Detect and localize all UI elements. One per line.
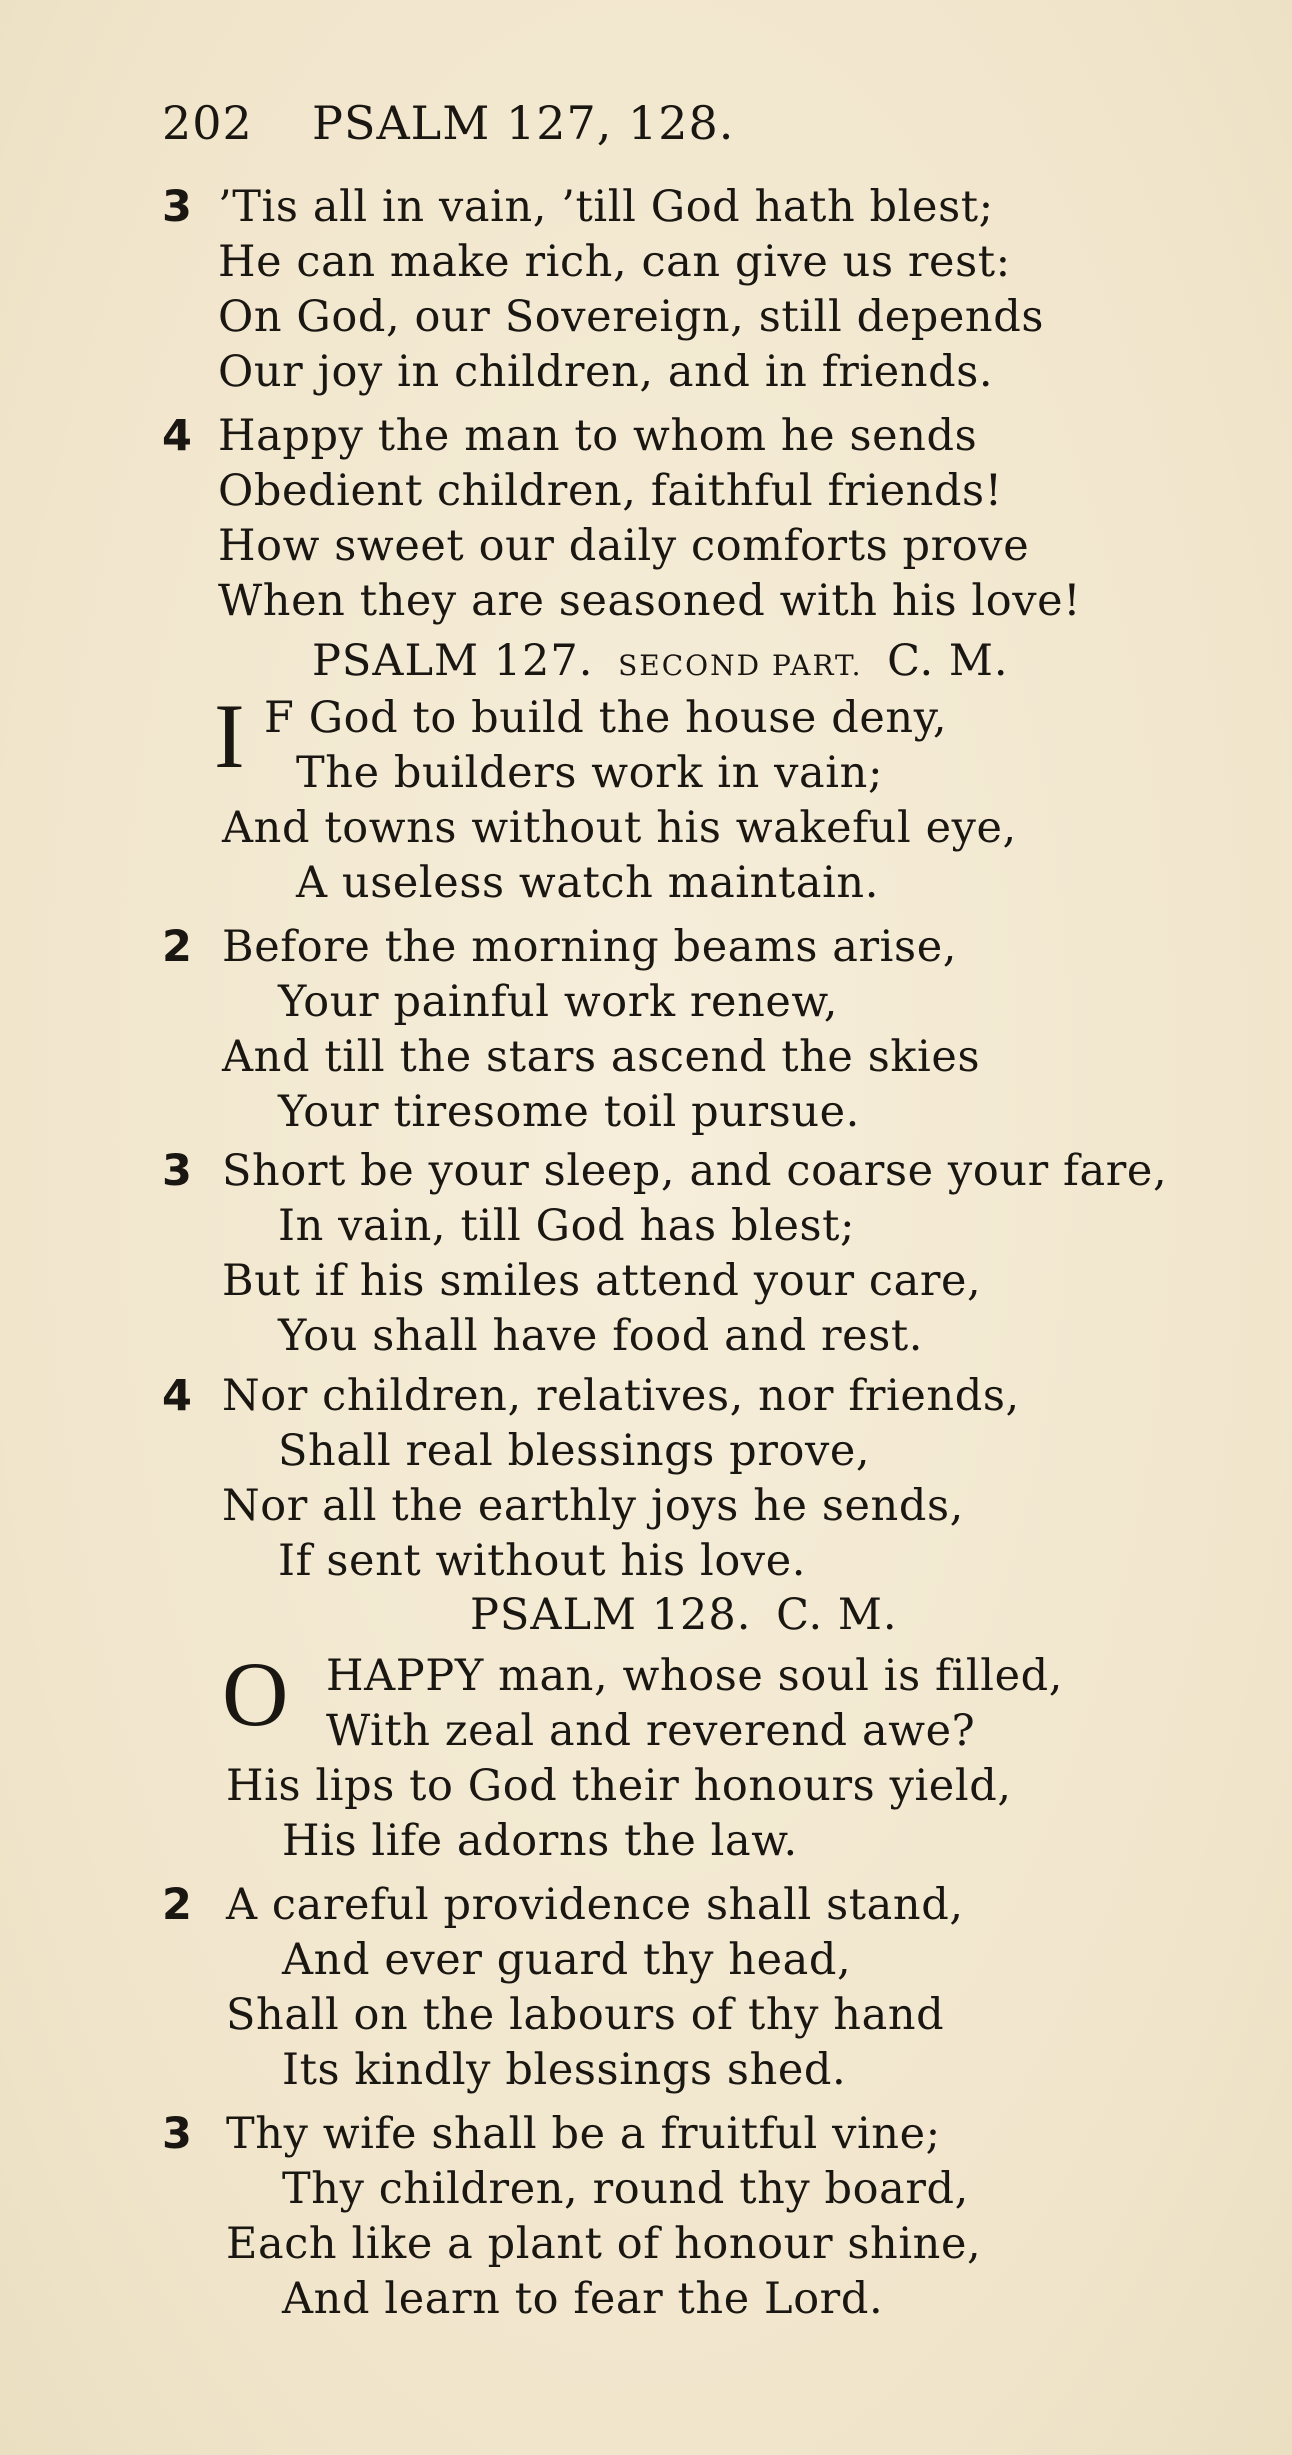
page-header (162, 96, 734, 150)
verse-line: Happy the man to whom he sends (218, 411, 978, 461)
verse-line: And towns without his wakeful eye, (222, 803, 1017, 853)
verse-line: Its kindly blessings shed. (282, 2045, 847, 2095)
running-title: PSALM 127, 128. (312, 96, 735, 150)
verse-line: And till the stars ascend the skies (222, 1032, 981, 1082)
verse-line: When they are seasoned with his love! (218, 576, 1082, 626)
verse-line: HAPPY man, whose soul is filled, (326, 1651, 1064, 1701)
stanza-number: 3 (162, 182, 192, 232)
verse-line: On God, our Sovereign, still depends (218, 292, 1045, 342)
verse-line: Your tiresome toil pursue. (278, 1087, 860, 1137)
verse-line: Our joy in children, and in friends. (218, 347, 994, 397)
verse-line: A useless watch maintain. (296, 858, 879, 908)
verse-line: Obedient children, faithful friends! (218, 466, 1003, 516)
verse-line: With zeal and reverend awe? (326, 1706, 976, 1756)
verse-line: He can make rich, can give us rest: (218, 237, 1011, 287)
verse-line: In vain, till God has blest; (278, 1201, 856, 1251)
verse-line: The builders work in vain; (296, 748, 884, 798)
verse-line: F God to build the house deny, (264, 693, 948, 743)
verse-line: Nor children, relatives, nor friends, (222, 1371, 1020, 1421)
verse-line: Short be your sleep, and coarse your fare, (222, 1146, 1168, 1196)
verse-line: But if his smiles attend your care, (222, 1256, 982, 1306)
verse-line: How sweet our daily comforts prove (218, 521, 1030, 571)
verse-line: Shall real blessings prove, (278, 1426, 871, 1476)
verse-line: ’Tis all in vain, ’till God hath blest; (218, 182, 994, 232)
verse-line: Shall on the labours of thy hand (226, 1990, 945, 2040)
verse-line: His lips to God their honours yield, (226, 1761, 1012, 1811)
verse-line: Your painful work renew, (278, 977, 838, 1027)
psalm-heading (470, 1590, 898, 1640)
psalm-part: SECOND PART. (618, 649, 863, 682)
verse-line: If sent without his love. (278, 1536, 807, 1586)
verse-line: You shall have food and rest. (278, 1311, 924, 1361)
stanza-number: 2 (162, 1880, 192, 1930)
verse-line: Nor all the earthly joys he sends, (222, 1481, 964, 1531)
verse-line: A careful providence shall stand, (226, 1880, 964, 1930)
verse-line: And ever guard thy head, (282, 1935, 852, 1985)
stanza-number: 4 (162, 1371, 192, 1421)
psalm-meter: C. M. (776, 1590, 898, 1640)
verse-line: Thy children, round thy board, (282, 2164, 969, 2214)
verse-line: Each like a plant of honour shine, (226, 2219, 982, 2269)
psalm-title: PSALM 128. (470, 1590, 752, 1640)
stanza-number: 2 (162, 922, 192, 972)
stanza-number: 4 (162, 411, 192, 461)
drop-cap: I (214, 685, 245, 787)
stanza-number: 3 (162, 2109, 192, 2159)
drop-cap: O (222, 1643, 289, 1745)
psalm-title: PSALM 127. (312, 636, 594, 686)
verse-line: Thy wife shall be a fruitful vine; (226, 2109, 941, 2159)
stanza-number: 3 (162, 1146, 192, 1196)
verse-line: His life adorns the law. (282, 1816, 798, 1866)
psalm-heading (312, 636, 1009, 686)
psalm-meter: C. M. (887, 636, 1009, 686)
verse-line: And learn to fear the Lord. (282, 2274, 884, 2324)
page-number: 202 (162, 96, 253, 150)
verse-line: Before the morning beams arise, (222, 922, 958, 972)
